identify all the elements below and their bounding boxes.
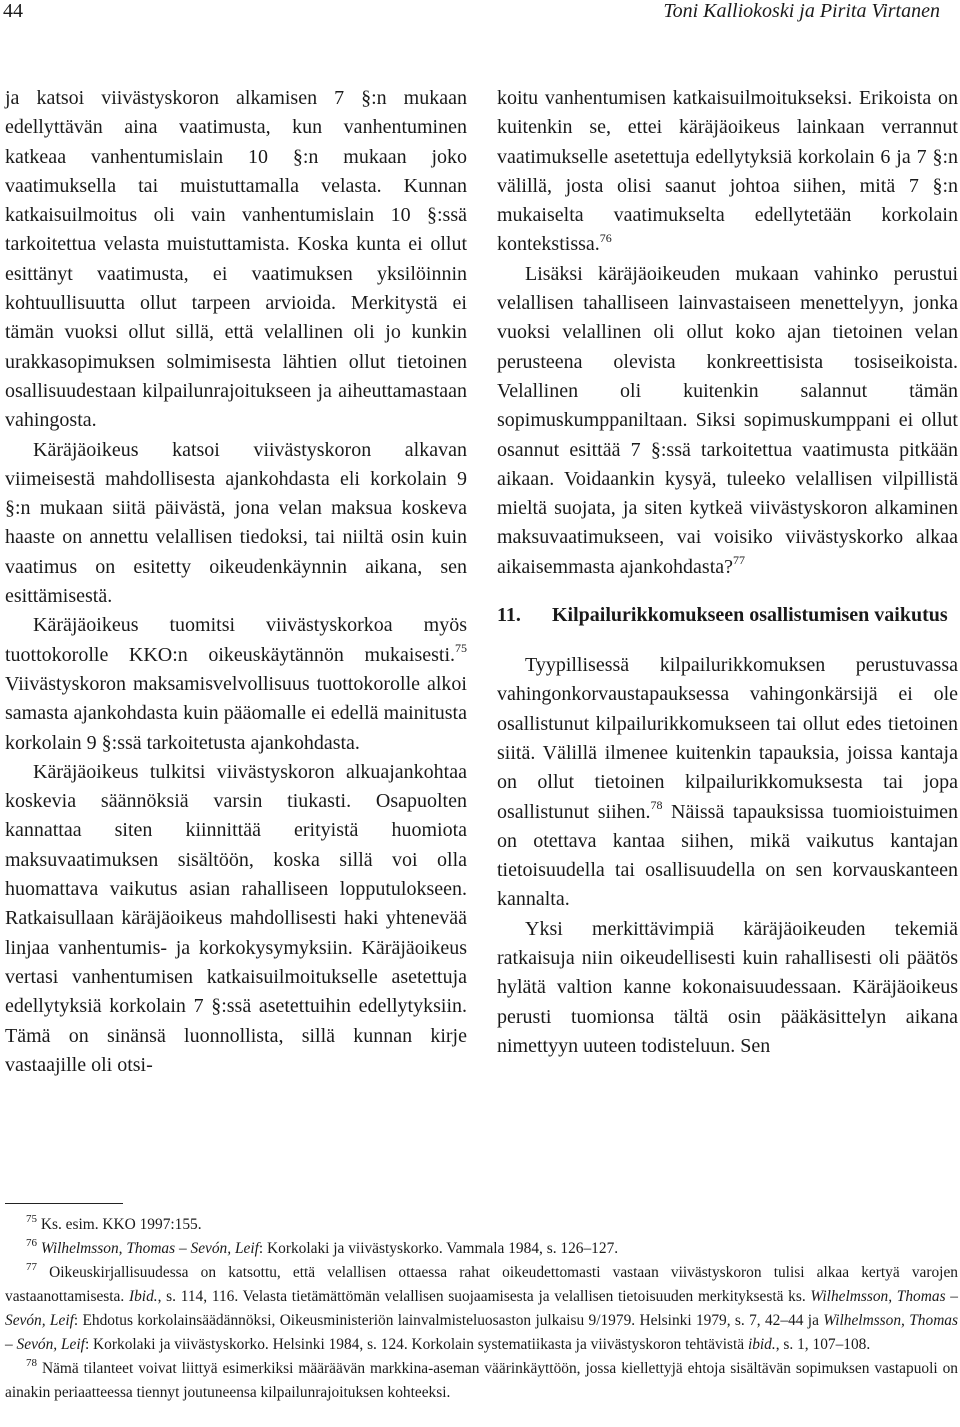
footnote-ref[interactable]: 75: [455, 640, 467, 655]
paragraph: [497, 260, 958, 582]
paragraph: Käräjäoikeus tulkitsi viivästyskoron alkuajankohtaa koskevia säännöksiä varsin tiukasti. Osapuolten kannattaa siten kiinnittää erityistä huomiota maksuvaatimuksen sisältöön, koska sillä voi olla huomattava vaikutus asian rahalliseen lopputulokseen. Ratkaisullaan käräjäoikeus mahdollisesti haki yhtenevää linjaa vanhentumis- ja korkokysymyksiin. Käräjäoikeus vertasi vanhentumisen katkaisuilmoitukselle asetettuja edellytyksiä korkolain 7 §:ssä asetettuihin edellytyksiin. Tämä on sinänsä luonnollista, sillä kunnan kirje vastaajille oli otsi-: [5, 760, 467, 1076]
page-header: [0, 0, 960, 32]
footnote-text: , s. 1, 107–108.: [775, 1336, 871, 1353]
footnote-authors: Wilhelmsson, Thomas – Sevón, Leif: [5, 1288, 958, 1329]
footnote-text: Nämä tilanteet voivat liittyä esimerkiksi määräävän markkina-aseman väärinkäyttöön, jossa kiellettyjä ehtoja sisältävän sopimuksen vastapuoli on ainakin periaatteessa tiennyt joutuneensa kilpailunrajoituksen kohteeksi.: [5, 1360, 958, 1401]
footnote-number: 76: [26, 1236, 37, 1249]
footnote-text: : Ehdotus korkolainsäädännöksi, Oikeusministeriön lainvalmisteluosaston julkaisu 9/1979. Helsinki 1979, s. 7, 42–44 ja: [73, 1312, 824, 1329]
paragraph-text: Viivästyskoron maksamisvelvollisuus tuottokorolle alkoi samasta ajankohdasta kuin pääomalle ei edellä mainitusta korkolain 9 §:ssä tarkoitetusta ajankohdasta.: [5, 672, 467, 754]
running-head: Toni Kalliokoski ja Pirita Virtanen: [663, 0, 940, 22]
footnote: [5, 1357, 958, 1405]
left-column: [5, 84, 467, 1080]
section-number: 11.: [497, 604, 521, 627]
footnote-authors: Wilhelmsson, Thomas – Sevón, Leif: [40, 1240, 259, 1257]
paragraph: [497, 84, 958, 260]
footnote-text: : Korkolaki ja viivästyskorko. Vammala 1984, s. 126–127.: [258, 1240, 619, 1257]
paragraph: Yksi merkittävimpiä käräjäoikeuden tekemiä ratkaisuja niin oikeudellisesti kuin rahallisesti oli päätös hylätä valtion kanne kokonaisuudessaan. Käräjäoikeus perusti tuomionsa tältä osin pääkäsittelyn aikana nimettyyn uuteen todisteluun. Sen: [497, 917, 958, 1057]
footnote-ibid: ibid.: [747, 1336, 776, 1353]
footnote-ref[interactable]: 76: [599, 230, 612, 245]
footnote-number: 77: [26, 1260, 37, 1273]
paragraph: ja katsoi viivästyskoron alkamisen 7 §:n mukaan edellyttävän aina vaatimusta, kun vanhentuminen katkeaa vanhentumislain 10 §:n mukaan joko vaatimuksella tai muistuttamalla velasta. Kunnan katkaisuilmoitus oli vain vanhentumislain 10 §:ssä tarkoitettua velasta muistuttamista. Koska kunta ei ollut esittänyt vaatimusta, ei vaatimuksen yksilöinnin kohtuullisuutta ollut tarpeen arvioida. Merkitystä ei tämän vuoksi ollut sillä, että velallinen oli jo kunkin urakkasopimuksen solmimisesta lähtien ollut tietoinen osallisuudestaan kilpailunrajoitukseen ja aiheuttamastaan vahingosta.: [5, 87, 467, 432]
footnote-ref[interactable]: 78: [650, 797, 663, 812]
paragraph: Käräjäoikeus katsoi viivästyskoron alkavan viimeisestä mahdollisesta ajankohdasta eli korkolain 9 §:n mukaan siitä päivästä, jona velan maksua koskeva haaste on annettu velallisen tiedoksi, tai niiltä osin kuin vaatimus on esitetty oikeudenkäynnin aikana, sen esittämisestä.: [5, 438, 467, 608]
footnote-divider: [5, 1203, 123, 1204]
footnote: [5, 1261, 958, 1357]
paragraph-text: Näissä tapauksissa tuomioistuimen on otettava kantaa siihen, mikä vaikutus kantajan tietoisuudella tai osallisuudella on sen korvauskanteen kannalta.: [497, 800, 958, 911]
section-heading: [497, 601, 958, 630]
paragraph: [5, 611, 467, 757]
footnotes: [5, 1213, 958, 1405]
paragraph-text: Lisäksi käräjäoikeuden mukaan vahinko perustui velallisen tahalliseen lainvastaiseen menettelyyn, jonka vuoksi velallinen oli ollut koko ajan tietoinen velan perusteena olevista konkreettisista tosiseikoista. Velallinen oli kuitenkin salannut tämän sopimuskumppaniltaan. Siksi sopimuskumppani ei ollut osannut esittää 7 §:ssä tarkoitettua vaatimusta pitkään aikaan. Voidaankin kysyä, tuleeko velallisen vilpillistä mieltä suojata, ja siten kytkeä viivästyskoron alkaminen maksuvaatimukseen, vai voisiko viivästyskorko alkaa aikaisemmasta ajankohdasta?: [497, 262, 958, 578]
footnote: [5, 1237, 958, 1261]
footnote: [5, 1213, 958, 1237]
footnote-authors: Wilhelmsson, Thomas – Sevón, Leif: [5, 1312, 958, 1353]
footnote-text: , s. 114, 116. Velasta tietämättömän velallisen suojaamisesta ja velallisen tietoisuuden merkityksestä ks.: [157, 1288, 811, 1305]
footnote-ibid: Ibid.: [128, 1288, 158, 1305]
footnote-text: : Korkolaki ja viivästyskorko. Helsinki 1984, s. 124. Korkolain systematiikasta ja viivästyskoron tehtävistä: [84, 1336, 748, 1353]
footnote-text: Oikeuskirjallisuudessa on katsottu, että velallisen ottaessa rahat oikeudettomasti vastaan viivästyskoron tulisi alkaa kertyä varojen vastaanottamisesta.: [5, 1264, 958, 1305]
footnote-number: 78: [26, 1356, 37, 1369]
paragraph-text: Tyypillisessä kilpailurikkomuksen perustuvassa vahingonkorvaustapauksessa vahingonkärsijä ei ole osallistunut kilpailurikkomukseen tai ollut edes tietoinen siitä. Välillä ilmenee kuitenkin tapauksia, joissa kantaja on ollut tietoinen kilpailurikkomuksesta tai jopa osallistunut siihen.: [497, 654, 958, 823]
paragraph-text: Käräjäoikeus tuomitsi viivästyskorkoa myös tuottokorolle KKO:n oikeuskäytännön mukaisesti.: [5, 614, 467, 666]
paragraph-text: koitu vanhentumisen katkaisuilmoitukseksi. Erikoista on kuitenkin se, ettei käräjäoikeus lainkaan verrannut vaatimukselle asetettuja edellytyksiä korkolain 6 ja 7 §:n välillä, josta olisi saanut johtoa siihen, mitä 7 §:n mukaiselta vaatimukselta edellytetään korkolain kontekstissa.: [497, 87, 958, 256]
footnote-text: Ks. esim. KKO 1997:155.: [40, 1216, 202, 1233]
right-column: [497, 84, 958, 1061]
paragraph: [497, 651, 958, 915]
footnote-ref[interactable]: 77: [733, 553, 746, 568]
page-number: 44: [3, 0, 23, 22]
section-title: Kilpailurikkomukseen osallistumisen vaikutus: [552, 604, 948, 627]
footnote-number: 75: [26, 1212, 37, 1225]
